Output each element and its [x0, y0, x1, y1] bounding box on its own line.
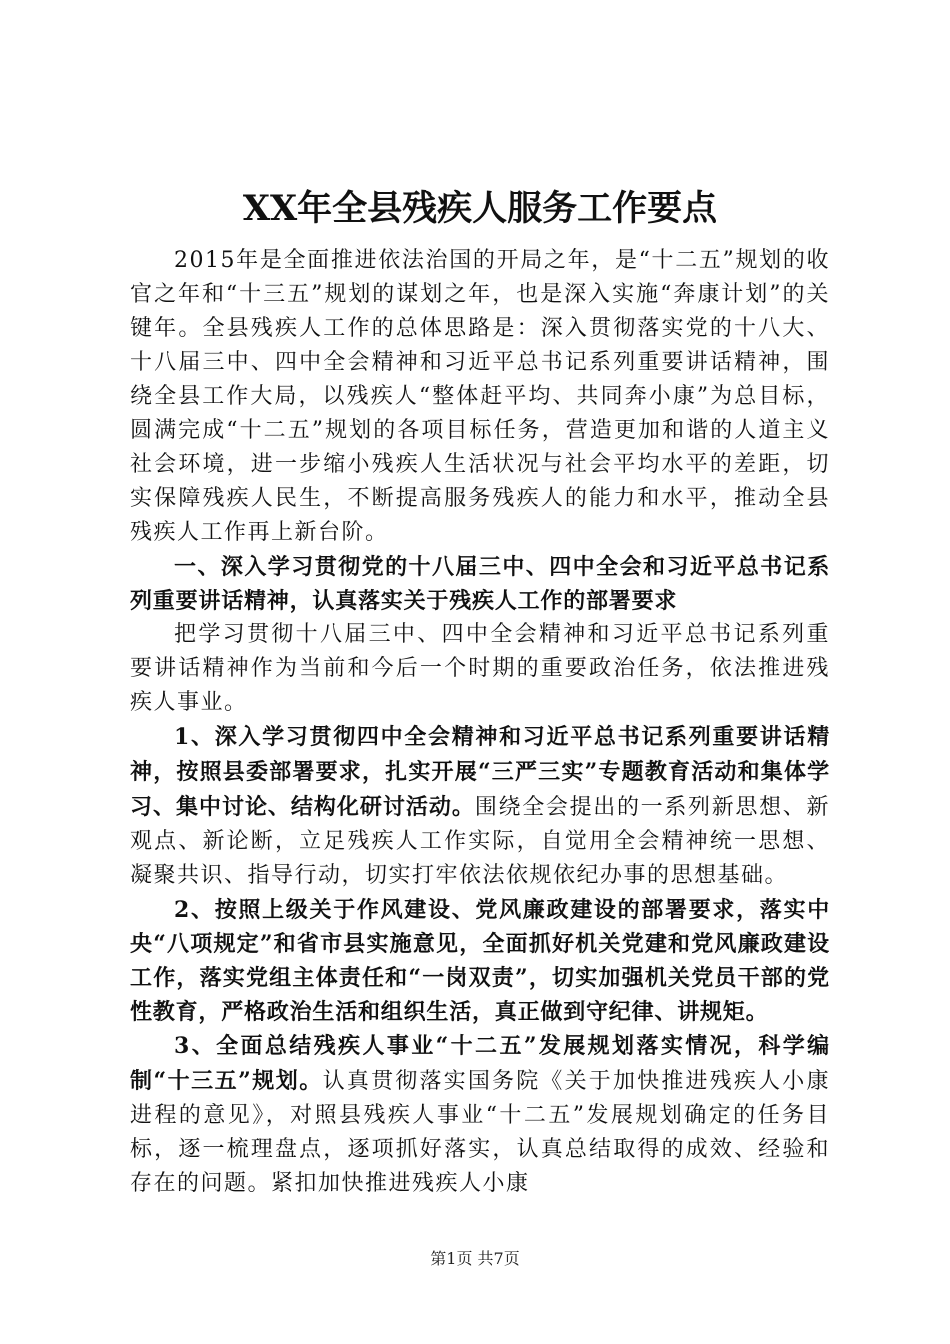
- item1-paragraph: [130, 720, 830, 893]
- document-page: [130, 178, 830, 1201]
- item1-lead: 1、深入学习贯彻四中全会精神和习近平总书记系列重要讲话精神，按照县委部署要求，扎实开展“三严三实”专题教育活动和集体学习、集中讨论、结构化研讨活动。: [130, 724, 830, 820]
- page-footer: 第1页 共7页: [430, 1249, 520, 1268]
- section1-body: 把学习贯彻十八届三中、四中全会精神和习近平总书记系列重要讲话精神作为当前和今后一个时期的重要政治任务，依法推进残疾人事业。: [130, 622, 830, 715]
- intro-paragraph: 2015年是全面推进依法治国的开局之年，是“十二五”规划的收官之年和“十三五”规划的谋划之年，也是深入实施“奔康计划”的关键年。全县残疾人工作的总体思路是：深入贯彻落实党的十八大、十八届三中、四中全会精神和习近平总书记系列重要讲话精神，围绕全县工作大局，以残疾人“整体赶平均、共同奔小康”为总目标，圆满完成“十二五”规划的各项目标任务，营造更加和谐的人道主义社会环境，进一步缩小残疾人生活状况与社会平均水平的差距，切实保障残疾人民生，不断提高服务残疾人的能力和水平，推动全县残疾人工作再上新台阶。: [130, 248, 830, 545]
- document-title: XX年全县残疾人服务工作要点: [242, 188, 718, 229]
- item3-paragraph: [130, 1029, 830, 1201]
- item1-body: 围绕全会提出的一系列新思想、新观点、新论断，立足残疾人工作实际，自觉用全会精神统一思想、凝聚共识、指导行动，切实打牢依法依规依纪办事的思想基础。: [130, 795, 830, 888]
- item3-body: 认真贯彻落实国务院《关于加快推进残疾人小康进程的意见》，对照县残疾人事业“十二五”发展规划确定的任务目标，逐一梳理盘点，逐项抓好落实，认真总结取得的成效、经验和存在的问题。紧扣加快推进残疾人小康: [130, 1069, 830, 1196]
- item2-paragraph: 2、按照上级关于作风建设、党风廉政建设的部署要求，落实中央“八项规定”和省市县实施意见，全面抓好机关党建和党风廉政建设工作，落实党组主体责任和“一岗双责”，切实加强机关党员干部的党性教育，严格政治生活和组织生活，真正做到守纪律、讲规矩。: [130, 897, 830, 1025]
- section1-heading: 一、深入学习贯彻党的十八届三中、四中全会和习近平总书记系列重要讲话精神，认真落实关于残疾人工作的部署要求: [130, 554, 830, 614]
- item3-lead: 3、全面总结残疾人事业“十二五”发展规划落实情况，科学编制“十三五”规划。: [130, 1033, 830, 1094]
